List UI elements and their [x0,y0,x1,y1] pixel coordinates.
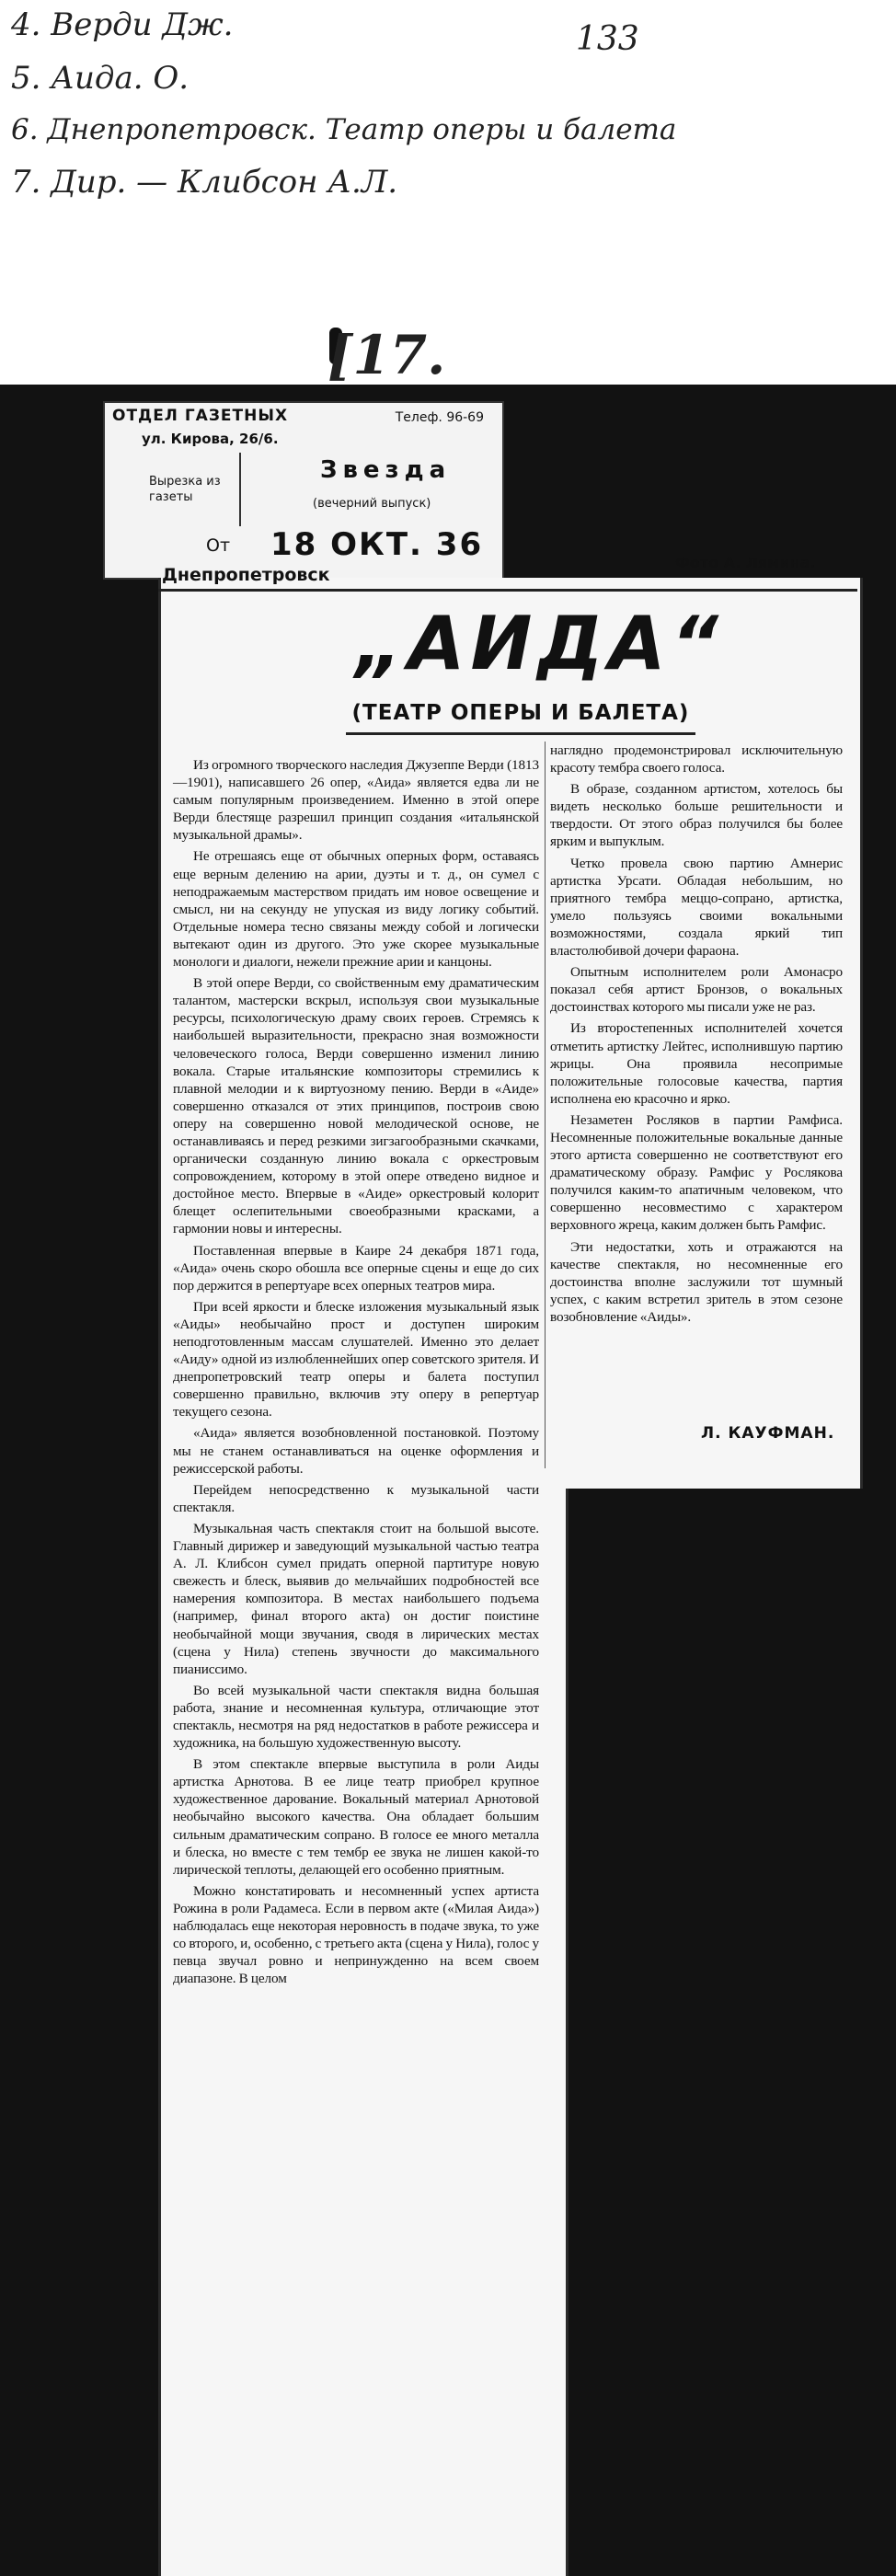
paragraph: Опытным исполнителем роли Амонасро показал себя артист Бронзов, о вокальных достоинствах которого мы писали уже не раз. [550,964,843,1016]
page-number: 133 [576,20,639,58]
paragraph: Поставленная впервые в Каире 24 декабря 1871 года, «Аида» очень скоро обошла все оперные сцены и еще до сих пор держится в репертуаре всех оперных театров мира. [173,1242,539,1294]
stamp-phone: Телеф. 96-69 [395,410,484,425]
article-column-right [550,742,843,1329]
article-subheadline: (ТЕАТР ОПЕРЫ И БАЛЕТА) [351,701,690,725]
stamp-edition: (вечерний выпуск) [313,497,431,511]
article-column-left [173,756,539,1991]
stamp-from-label: От [206,535,231,556]
subheadline-rule [346,732,695,735]
article-headline: „АИДА“ [355,601,725,686]
clipping-stamp [103,401,504,580]
archive-note-line: 6. Днепропетровск. Театр оперы и балета [11,113,677,146]
stamp-date: 18 ОКТ. 36 [270,526,484,563]
stamp-newspaper: Звезда [320,456,452,484]
archive-note-line: 7. Дир. — Клибсон А.Л. [11,164,398,201]
paragraph: Незаметен Росляков в партии Рамфиса. Несомненные положительные вокальные данные этого артиста совершенно не соответствуют его драматическому образу. Рамфис у Рослякова получился каким-то апатичным человеком, что совершенно несовместимо с характером верховного жреца, каким должен быть Рамфис. [550,1111,843,1234]
paragraph: наглядно продемонстрировал исключительную красоту тембра своего голоса. [550,742,843,776]
stamp-address: ул. Кирова, 26/6. [142,431,279,447]
paragraph: Из второстепенных исполнителей хочется отметить артистку Лейтес, исполнившую партию жрицы. Она проявила несопримые положительные голосовые качества, партия исполнена ею красочно и ярко. [550,1020,843,1107]
paragraph: Во всей музыкальной части спектакля видна большая работа, знание и несомненная культура, отличающие этот спектакль, несмотря на ряд недостатков в работе режиссера и художника, на большую художественную высоту. [173,1682,539,1752]
photo-credit: Фото А. Лямина. [675,554,816,571]
paragraph: Из огромного творческого наследия Джузеппе Верди (1813—1901), написавшего 26 опер, «Аида» является едва ли не самым популярным произведением. Именно в этой опере Верди блестяще разрешил принцип создания «итальянской музыкальной драмы». [173,757,539,844]
bracket-mark: [17. [327,324,446,386]
stamp-divider [239,453,241,526]
paragraph: Не отрешаясь еще от обычных оперных форм, оставаясь еще верным делению на арии, дуэты и т. д., он сумел с неподражаемым мастерством придать им новое освещение и смысл, ни на секунду не упуская из виду логику событий. Отдельные номера тесно связаны между собой и логически вытекают один из другого. Это уже скорее музыкальные монологи и диалоги, нежели прежние арии и канцоны. [173,848,539,971]
column-divider [545,742,546,1468]
article-author: Л. КАУФМАН. [701,1424,835,1443]
archive-note-line: 4. Верди Дж. [11,6,234,43]
paragraph: «Аида» является возобновленной постановкой. Поэтому мы не станем останавливаться на оценке оформления и режиссерской работы. [173,1425,539,1477]
dateline-city: Днепропетровск [162,565,330,585]
paragraph: Перейдем непосредственно к музыкальной части спектакля. [173,1481,539,1515]
paragraph: В образе, созданном артистом, хотелось бы видеть несколько больше решительности и твердости. От этого образ получился бы более ярким и выпуклым. [550,781,843,850]
archive-note-line: 5. Аида. О. [11,60,190,97]
stamp-agency: ОТДЕЛ ГАЗЕТНЫХ [112,407,289,425]
paragraph: При всей яркости и блеске изложения музыкальный язык «Аиды» необычайно прост и доступен широким неподготовленным массам слушателей. Именно это делает «Аиду» одной из излюбленнейших опер советского зрителя. И днепропетровский театр оперы и балета поступил совершенно правильно, включив эту оперу в репертуар текущего сезона. [173,1298,539,1420]
paragraph: В этой опере Верди, со свойственным ему драматическим талантом, мастерски вскрыл, используя свои музыкальные ресурсы, психологическую драму своих героев. Стремясь к наибольшей выразительности, прекрасно зная возможности человеческого голоса, Верди совершенно изменил линию вокала. Старые итальянские композиторы стремились к плавной мелодии и к виртуозному пению. Верди в «Аиде» совершенно отказался от этих принципов, построив свою оперу на совершенно новой мелодической основе, не останавливаясь и перед резкими зигзагообразными скачками, органически созданную линию вокала с оркестровым сопровождением, которому в этой опере отведено видное и достойное место. Впервые в «Аиде» оркестровый колорит блещет ослепительными своеобразными красками, а гармонии новы и интересны. [173,975,539,1237]
paragraph: Четко провела свою партию Амнерис артистка Урсати. Обладая небольшим, но приятного тембра меццо-сопрано, артистка, умело пользуясь своими вокальными возможностями, создала яркий тип властолюбивой дочери фараона. [550,855,843,960]
paragraph: Можно констатировать и несомненный успех артиста Рожина в роли Радамеса. Если в первом акте («Милая Аида») наблюдалась еще некоторая неровность в подаче звука, то уже со второго, и, особенно, с третьего акта (сцена у Нила), голос у певца звучал ровно и непринужденно на всем своем диапазоне. В целом [173,1882,539,1987]
paragraph: Эти недостатки, хоть и отражаются на качестве спектакля, но несомненные его достоинства вполне заслужили тот шумный успех, с каким встретил зритель в этом сезоне возобновление «Аиды». [550,1238,843,1325]
top-rule [158,589,857,592]
paragraph: Музыкальная часть спектакля стоит на большой высоте. Главный дирижер и заведующий музыкальной частью театра А. Л. Клибсон сумел придать оперной партитуре новую свежесть и блеск, выявив до мельчайших подробностей все намерения композитора. В местах наибольшего подъема (например, финал второго акта) он достиг поистине необычайной мощи звучания, сводя в лирических местах (сцена у Нила) степень звучности до максимального пианиссимо. [173,1520,539,1677]
paragraph: В этом спектакле впервые выступила в роли Аиды артистка Арнотова. В ее лице театр приобрел крупное художественное дарование. Вокальный материал Арнотовой необычайно высокого качества. Она обладает большим сильным драматическим сопрано. В голосе ее много металла и блеска, но вместе с тем тембр ее звука не лишен какой-то лирической теплоты, делающей его особенно приятным. [173,1756,539,1878]
stamp-clipping-label: Вырезка из газеты [149,475,221,504]
